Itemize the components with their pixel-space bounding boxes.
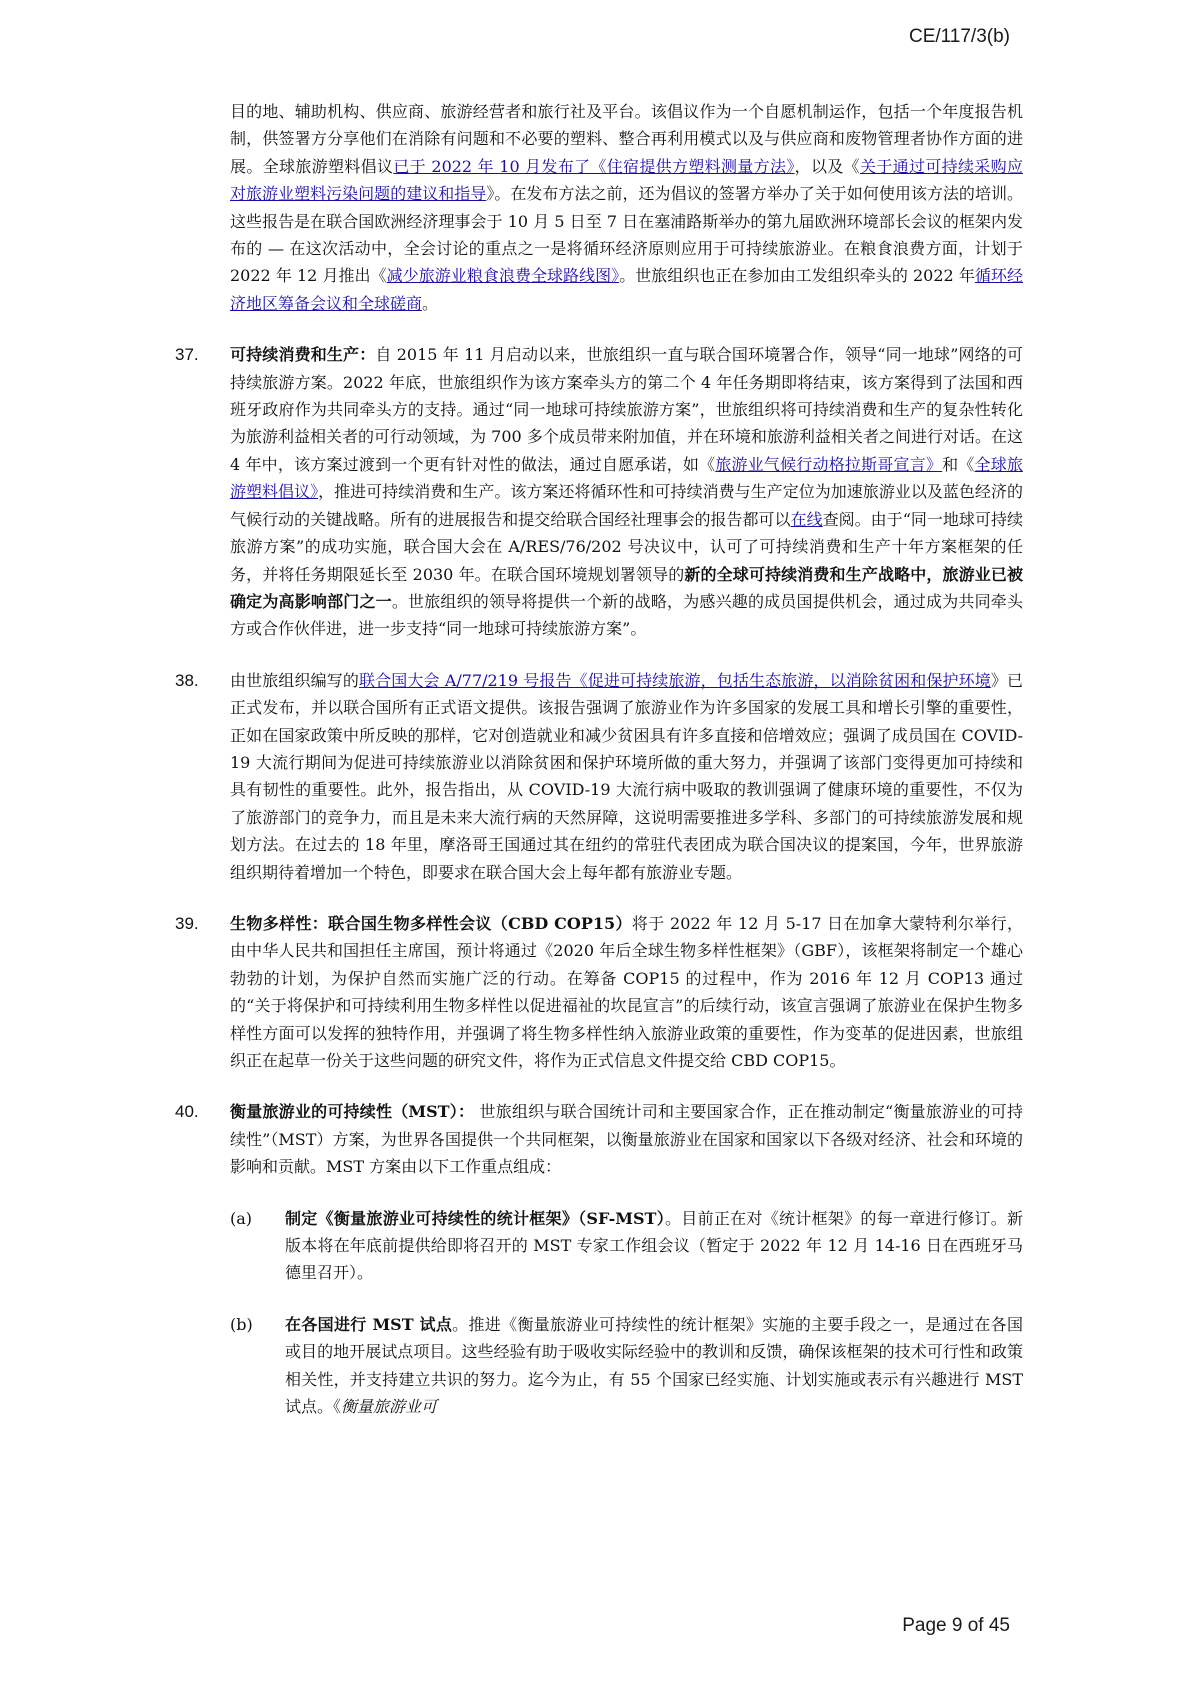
paragraph-text: 自 2015 年 11 月启动以来，世旅组织一直与联合国环境署合作，领导“同一地球”网络的可持续旅游方案。2022 年底，世旅组织作为该方案牵头方的第二个 4 年任务期即将结束，该方案得到了法国和西班牙政府作为共同牵头方的支持。通过“同一地球可持续旅游方案”，世旅组织将可持续消费和生产的复杂性转化为旅游利益相关者的可行动领域，为 700 多个成员带来附加值，并在环境和旅游利益相关者之间进行对话。在这 4 年中，该方案过渡到一个更有针对性的做法，通过自愿承诺，如《: [230, 345, 1023, 474]
paragraph-text: ，以及《: [794, 156, 860, 176]
paragraph-38: [175, 667, 1023, 886]
link-online-reports[interactable]: 在线: [790, 509, 823, 529]
italic-title: 衡量旅游业可: [341, 1397, 438, 1417]
sub-item-text: 。推进《衡量旅游业可持续性的统计框架》实施的主要手段之一，是通过在各国或目的地开展试点项目。这些经验有助于吸收实际经验中的教训和反馈，确保该框架的技术可行性和政策相关性，并支持建立共识的努力。迄今为止，有 55 个国家已经实施、计划实施或表示有兴趣进行 MST 试点。《: [285, 1314, 1023, 1417]
sub-item-b: [230, 1311, 1023, 1421]
paragraph-39: [175, 910, 1023, 1074]
paragraph-text: ，推进可持续消费和生产。该方案还将循环性和可持续消费与生产定位为加速旅游业以及蓝色经济的气候行动的关键战略。所有的进展报告和提交给联合国经社理事会的报告都可以: [230, 482, 1023, 529]
link-circular-economy-consultations[interactable]: 循环经济地区筹备会议和全球磋商: [230, 266, 1023, 313]
paragraph-text: 目的地、辅助机构、供应商、旅游经营者和旅行社及平台。该倡议作为一个自愿机制运作，包括一个年度报告机制，供签署方分享他们在消除有问题和不必要的塑料、整合再利用模式以及与供应商和废物管理者协作方面的进展。全球旅游塑料倡议: [230, 102, 1023, 176]
paragraph-text: 。: [422, 293, 439, 313]
sub-item-heading: 制定《衡量旅游业可持续性的统计框架》（SF-MST）: [285, 1208, 665, 1228]
paragraph-number: 40.: [175, 1102, 199, 1122]
paragraph-text: 由世旅组织编写的: [230, 670, 359, 690]
sub-item-heading: 在各国进行 MST 试点: [285, 1314, 453, 1334]
paragraph-36-continuation: [230, 98, 1023, 317]
paragraph-number: 39.: [175, 913, 199, 933]
paragraph-40: [175, 1098, 1023, 1180]
link-plastic-measurement-method[interactable]: 已于 2022 年 10 月发布了《住宿提供方塑料测量方法》: [393, 156, 795, 176]
paragraph-number: 37.: [175, 345, 199, 365]
paragraph-heading: 生物多样性：联合国生物多样性会议（CBD COP15）: [230, 913, 632, 933]
bold-emphasis: 新的全球可持续消费和生产战略中，旅游业已被确定为高影响部门之一: [230, 564, 1023, 611]
paragraph-text: 将于 2022 年 12 月 5-17 日在加拿大蒙特利尔举行，由中华人民共和国担任主席国，预计将通过《2020 年后全球生物多样性框架》（GBF），该框架将制定一个雄心勃勃的计划，为保护自然而实施广泛的行动。在筹备 COP15 的过程中，作为 2016 年 12 月 COP13 通过的“关于将保护和可持续利用生物多样性以促进福祉的坎昆宣言”的后续行动，该宣言强调了旅游业在保护生物多样性方面可以发挥的独特作用，并强调了将生物多样性纳入旅游业政策的重要性，作为变革的促进因素，世旅组织正在起草一份关于这些问题的研究文件，将作为正式信息文件提交给 CBD COP15。: [230, 913, 1023, 1070]
page-number: Page 9 of 45: [902, 1615, 1010, 1636]
document-body: [0, 98, 1190, 1420]
paragraph-text: 。世旅组织的领导将提供一个新的战略，为感兴趣的成员国提供机会，通过成为共同牵头方或合作伙伴进，进一步支持“同一地球可持续旅游方案”。: [230, 591, 1023, 639]
link-global-tourism-plastics-initiative[interactable]: 全球旅游塑料倡议》: [230, 454, 1023, 502]
link-plastic-pollution-guidance[interactable]: 关于通过可持续采购应对旅游业塑料污染问题的建议和指导: [230, 156, 1023, 204]
document-code: CE/117/3(b): [908, 26, 1010, 47]
paragraph-number: 38.: [175, 670, 199, 690]
link-un-report-a77-219[interactable]: 联合国大会 A/77/219 号报告《促进可持续旅游，包括生态旅游，以消除贫困和保护环境: [359, 670, 991, 690]
paragraph-heading: 可持续消费和生产：: [230, 345, 376, 365]
sub-item-label: (a): [230, 1208, 253, 1228]
paragraph-text: 。世旅组织也正在参加由工发组织牵头的 2022 年: [619, 266, 975, 286]
sub-item-label: (b): [230, 1314, 253, 1334]
paragraph-text: 》。在发布方法之前，还为倡议的签署方举办了关于如何使用该方法的培训。这些报告是在联合国欧洲经济理事会于 10 月 5 日至 7 日在塞浦路斯举办的第九届欧洲环境部长会议的框架内发布的 — 在这次活动中，全会讨论的重点之一是将循环经济原则应用于可持续旅游业。在粮食浪费方面，计划于 2022 年 12 月推出《: [230, 184, 1023, 286]
paragraph-text: 和《: [942, 454, 975, 474]
paragraph-text: 查阅。由于“同一地球可持续旅游方案”的成功实施，联合国大会在 A/RES/76/202 号决议中，认可了可持续消费和生产十年方案框架的任务，并将任务期限延长至 2030 年。在联合国环境规划署领导的: [230, 509, 1023, 584]
paragraph-text: 》已正式发布，并以联合国所有正式语文提供。该报告强调了旅游业作为许多国家的发展工具和增长引擎的重要性，正如在国家政策中所反映的那样，它对创造就业和减少贫困具有许多直接和倍增效应；强调了成员国在 COVID-19 大流行期间为促进可持续旅游业以消除贫困和保护环境所做的重大努力，并强调了该部门变得更加可持续和具有韧性的重要性。此外，报告指出，从 COVID-19 大流行病中吸取的教训强调了健康环境的重要性，不仅为了旅游部门的竞争力，而且是未来大流行病的天然屏障，这说明需要推进多学科、多部门的可持续旅游发展和规划方法。在过去的 18 年里，摩洛哥王国通过其在纽约的常驻代表团成为联合国决议的提案国，今年，世界旅游组织期待着增加一个特色，即要求在联合国大会上每年都有旅游业专题。: [230, 670, 1023, 882]
paragraph-text: 世旅组织与联合国统计司和主要国家合作，正在推动制定“衡量旅游业的可持续性”（MST）方案，为世界各国提供一个共同框架，以衡量旅游业在国家和国家以下各级对经济、社会和环境的影响和贡献。MST 方案由以下工作重点组成：: [230, 1102, 1023, 1177]
link-glasgow-declaration[interactable]: 旅游业气候行动格拉斯哥宣言》: [715, 454, 943, 474]
sub-item-text: 。目前正在对《统计框架》的每一章进行修订。新版本将在年底前提供给即将召开的 MST 专家工作组会议（暂定于 2022 年 12 月 14-16 日在西班牙马德里召开）。: [285, 1208, 1023, 1283]
sub-item-a: [230, 1205, 1023, 1287]
paragraph-heading: 衡量旅游业的可持续性（MST）：: [230, 1102, 475, 1122]
paragraph-37: [175, 341, 1023, 642]
link-food-waste-roadmap[interactable]: 减少旅游业粮食浪费全球路线图》: [386, 266, 620, 286]
